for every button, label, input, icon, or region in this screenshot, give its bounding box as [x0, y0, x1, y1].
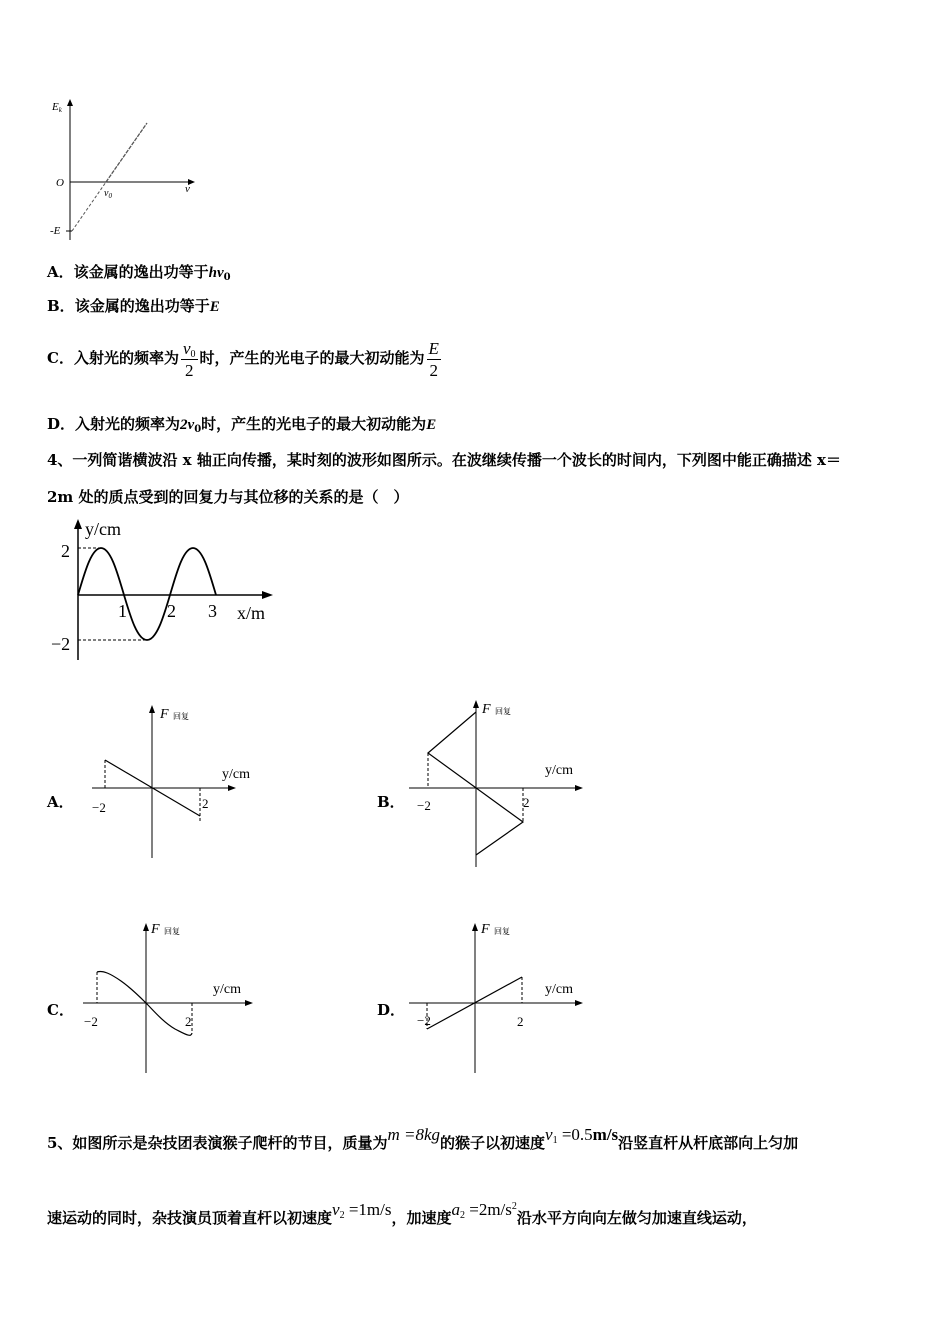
wave-y-label: y/cm	[85, 519, 121, 539]
wave-y-neg: −2	[51, 634, 71, 654]
svg-text:2: 2	[185, 1014, 192, 1029]
svg-text:F: F	[151, 922, 160, 937]
option-a[interactable]: A．该金属的逸出功等于$h\nu_0$	[47, 263, 231, 283]
nu0-label: $\nu_0$	[104, 188, 112, 200]
svg-text:2: 2	[202, 796, 209, 811]
wave-x-label: x/m	[237, 603, 266, 623]
v2-expression: v2 =1m/s	[332, 1200, 392, 1221]
nu-axis-label: ν	[185, 183, 190, 195]
svg-text:y/cm: y/cm	[545, 982, 573, 997]
svg-text:y/cm: y/cm	[222, 767, 250, 782]
svg-text:y/cm: y/cm	[545, 763, 573, 778]
svg-text:F: F	[482, 702, 491, 717]
svg-text:−2: −2	[417, 1013, 431, 1028]
neg-e-label: -E	[50, 225, 61, 237]
question-4-line-1: 4、一列简谐横波沿 x 轴正向传播，某时刻的波形如图所示。在波继续传播一个波长的时间内，下列图中能正确描述 x＝	[47, 451, 841, 469]
mass-expression: m =8kg	[387, 1125, 440, 1144]
fraction-nu0-over-2: $\frac{\nu 0}{2}$	[182, 338, 196, 380]
svg-text:F: F	[160, 707, 169, 722]
fraction-e-over-2: $\frac{E}{2}$	[428, 338, 439, 380]
wave-graph	[45, 515, 295, 665]
svg-text:−2: −2	[92, 800, 106, 815]
wave-tick-2: 2	[167, 601, 176, 621]
svg-text:回复: 回复	[173, 712, 189, 721]
svg-text:y/cm: y/cm	[213, 982, 241, 997]
svg-text:−2: −2	[417, 798, 431, 813]
v1-expression: v1 =0.5m/s	[545, 1125, 619, 1146]
graph-b-label: B．	[377, 793, 405, 811]
ek-axis-label: Ek	[52, 101, 62, 114]
ek-frequency-graph	[40, 95, 210, 245]
graph-c-label: C．	[47, 1001, 74, 1019]
graph-a-label: A．	[47, 793, 74, 811]
svg-text:−2: −2	[84, 1014, 98, 1029]
option-c[interactable]: C．入射光的频率为 $\frac{\nu 0}{2}$ 时，产生的光电子的最大初动能为 $\frac{E}{2}$	[47, 338, 439, 380]
wave-tick-3: 3	[208, 601, 217, 621]
wave-curve	[78, 548, 216, 640]
svg-text:2: 2	[523, 795, 530, 810]
graph-a[interactable]	[80, 700, 280, 865]
svg-text:F: F	[481, 922, 490, 937]
origin-label: O	[56, 177, 64, 189]
a2-expression: $a2 =2m/s^2$	[451, 1200, 517, 1221]
svg-text:回复: 回复	[495, 707, 511, 716]
wave-tick-1: 1	[118, 601, 127, 621]
graph-b[interactable]	[405, 695, 605, 870]
option-b[interactable]: B．该金属的逸出功等于E	[47, 297, 220, 315]
wave-y-pos: 2	[61, 541, 70, 561]
question-5-line-1: 5、如图所示是杂技团表演猴子爬杆的节目，质量为m =8kg的猴子以初速度v1 =0.5m/s沿竖直杆从杆底部向上匀加	[47, 1125, 799, 1152]
question-5-line-2: 速运动的同时，杂技演员顶着直杆以初速度v2 =1m/s，加速度$a2 =2m/s^2$沿水平方向向左做匀加速直线运动，	[47, 1200, 757, 1227]
question-4-line-2: 2m 处的质点受到的回复力与其位移的关系的是（ ）	[47, 488, 409, 506]
graph-c[interactable]	[75, 918, 275, 1078]
svg-text:2: 2	[517, 1014, 524, 1029]
graph-d-label: D．	[377, 1001, 406, 1019]
svg-text:回复: 回复	[494, 927, 510, 936]
graph-d[interactable]	[405, 918, 605, 1078]
svg-text:回复: 回复	[164, 927, 180, 936]
option-d[interactable]: D．入射光的频率为$2\nu_0$时，产生的光电子的最大初动能为E	[47, 415, 437, 435]
